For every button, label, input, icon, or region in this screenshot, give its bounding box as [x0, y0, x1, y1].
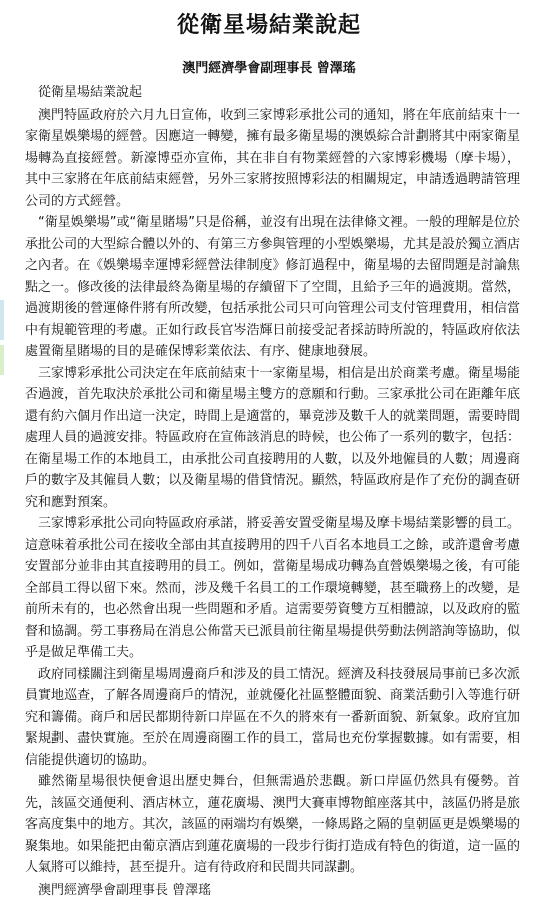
- article-byline: 澳門經濟學會副理事長 曾澤瑤: [0, 57, 538, 76]
- article-paragraph-1: 澳門特區政府於六月九日宣佈，收到三家博彩承批公司的通知，將在年底前結束十一家衛星娛樂場的經營。因應這一轉變，擁有最多衛星場的澳娛綜合計劃將其中兩家衛星場轉為直接經營。新濠博亞亦宣佈，其在非自有物業經營的六家博彩機場（摩卡場），其中三家將在年底前結束經營，另外三家將按照博彩法的相關規定，申請透過聘請管理公司的方式經營。: [25, 105, 520, 213]
- article-body: [25, 82, 520, 901]
- side-accent-bar: [0, 300, 4, 340]
- article-paragraph-2: “衛星娛樂場”或“衛星賭場”只是俗稱，並沒有出現在法律條文裡。一般的理解是位於承批公司的大型綜合體以外的、有第三方參與管理的小型娛樂場，尤其是設於獨立酒店之內者。在《娛樂場幸運博彩經營法律制度》修訂過程中，衛星場的去留問題是討論焦點之一。修改後的法律最終為衛星場的存續留下了空間，且給予三年的過渡期。當然，過渡期後的營運條件將有所改變，包括承批公司只可向管理公司支付管理費用，相信當中有規範管理的考慮。正如行政長官岑浩輝日前接受記者採訪時所說的，特區政府依法處置衛星賭場的目的是確保博彩業依法、有序、健康地發展。: [25, 212, 520, 363]
- article-lead: 從衛星場結業說起: [25, 82, 520, 104]
- article-signature: 澳門經濟學會副理事長 曾澤瑤: [25, 880, 520, 901]
- side-accent-bar-2: [0, 345, 4, 375]
- article-paragraph-6: 雖然衛星場很快便會退出歷史舞台，但無需過於悲觀。新口岸區仍然具有優勢。首先，該區交通便利、酒店林立，蓮花廣場、澳門大賽車博物館座落其中，該區仍將是旅客高度集中的地方。其次，該區的兩端均有娛樂，一條馬路之隔的皇朝區更是娛樂場的聚集地。如果能把由葡京酒店到蓮花廣場的一段步行街打造成有特色的街道，這一區的人氣將可以維持，甚至提升。這有待政府和民間共同謀劃。: [25, 771, 520, 879]
- article-paragraph-3: 三家博彩承批公司決定在年底前結束十一家衛星場，相信是出於商業考慮。衛星場能否過渡，首先取決於承批公司和衛星場主雙方的意願和行動。三家承批公司在距離年底還有約六個月作出這一決定，時間上是適當的，畢竟涉及數千人的就業問題，需要時間處理人員的過渡安排。特區政府在宣佈該消息的時候，也公佈了一系列的數字，包括：在衛星場工作的本地員工，由承批公司直接聘用的人數，以及外地僱員的人數；周邊商戶的數字及其僱員人數；以及衛星場的借貸情況。顯然，特區政府是作了充份的調查研究和應對預案。: [25, 363, 520, 514]
- article-title: 從衛星場結業說起: [0, 8, 538, 39]
- article-paragraph-4: 三家博彩承批公司向特區政府承諾，將妥善安置受衛星場及摩卡場結業影響的員工。這意味着承批公司在接收全部由其直接聘用的四千八百名本地員工之餘，或許還會考慮安置部分並非由其直接聘用的員工。例如，當衛星場成功轉為直營娛樂場之後，有可能全部員工得以留下來。然而，涉及幾千名員工的工作環境轉變，甚至職務上的改變，是前所未有的，也必然會出現一些問題和矛盾。這需要勞資雙方互相體諒，以及政府的監督和協調。勞工事務局在消息公佈當天已派員前往衛星場提供勞動法例諮詢等協助，似乎是做足準備工夫。: [25, 513, 520, 664]
- article-paragraph-5: 政府同樣關注到衛星場周邊商戶和涉及的員工情況。經濟及科技發展局事前已多次派員實地巡查，了解各周邊商戶的情況，並就優化社區整體面貌、商業活動引入等進行研究和籌備。商戶和居民都期待新口岸區在不久的將來有一番新面貌、新氣象。政府宜加緊規劃、盡快實施。至於在周邊商圈工作的員工，當局也充份掌握數據。如有需要，相信能提供適切的協助。: [25, 664, 520, 772]
